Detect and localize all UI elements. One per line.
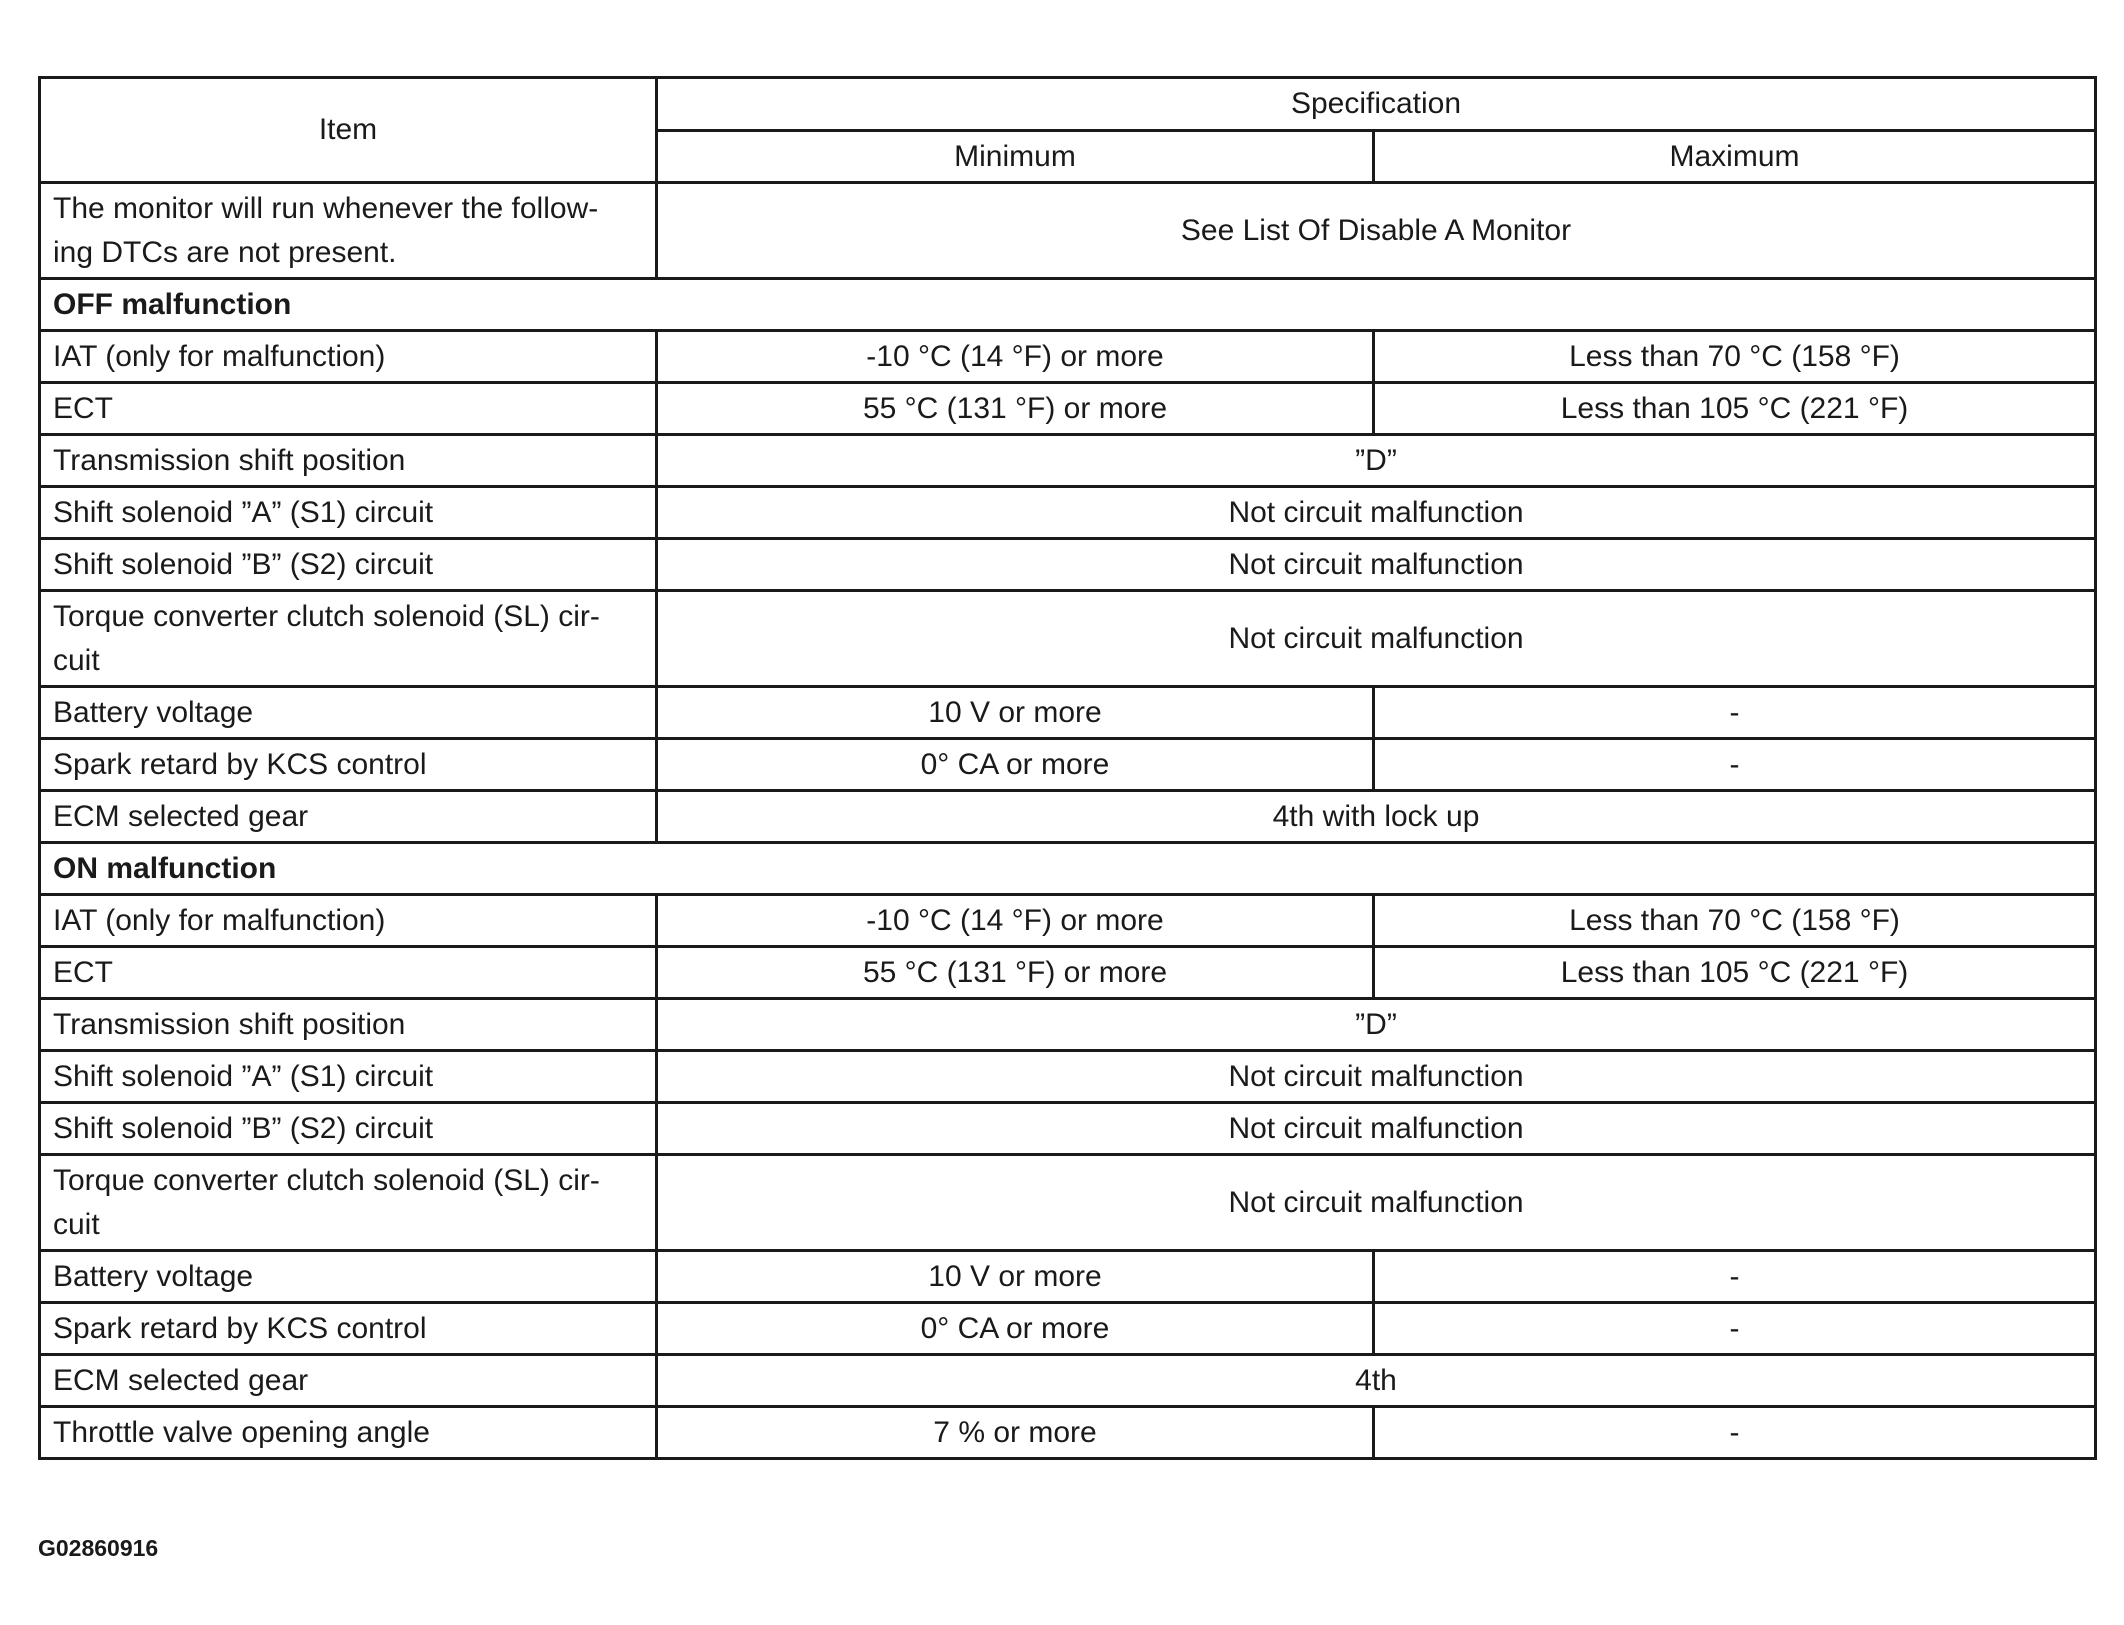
section-row-off xyxy=(40,279,2096,331)
section-title: ON malfunction xyxy=(40,843,2096,895)
row-max: Less than 70 °C (158 °F) xyxy=(1374,331,2096,383)
row-min: 0° CA or more xyxy=(657,739,1374,791)
row-item: Throttle valve opening angle xyxy=(40,1407,657,1459)
row-item: Shift solenoid ”B” (S2) circuit xyxy=(40,539,657,591)
row-min: 10 V or more xyxy=(657,1251,1374,1303)
table-row xyxy=(40,487,2096,539)
table-row xyxy=(40,1103,2096,1155)
row-spec: Not circuit malfunction xyxy=(657,487,2096,539)
row-spec: Not circuit malfunction xyxy=(657,591,2096,687)
table-row xyxy=(40,383,2096,435)
row-min: 7 % or more xyxy=(657,1407,1374,1459)
table-row xyxy=(40,435,2096,487)
row-item: ECM selected gear xyxy=(40,1355,657,1407)
table-row xyxy=(40,331,2096,383)
header-maximum: Maximum xyxy=(1374,131,2096,183)
row-max: - xyxy=(1374,739,2096,791)
row-spec: ”D” xyxy=(657,999,2096,1051)
row-spec: Not circuit malfunction xyxy=(657,1051,2096,1103)
section-row-on xyxy=(40,843,2096,895)
row-item: Torque converter clutch solenoid (SL) cir- cuit xyxy=(40,591,657,687)
row-min: -10 °C (14 °F) or more xyxy=(657,331,1374,383)
row-item: ECM selected gear xyxy=(40,791,657,843)
header-row-top xyxy=(40,78,2096,131)
specification-table xyxy=(38,76,2097,1460)
row-min: 55 °C (131 °F) or more xyxy=(657,947,1374,999)
row-min: 55 °C (131 °F) or more xyxy=(657,383,1374,435)
row-item: IAT (only for malfunction) xyxy=(40,331,657,383)
table-row xyxy=(40,1303,2096,1355)
header-item: Item xyxy=(40,78,657,183)
row-max: Less than 105 °C (221 °F) xyxy=(1374,383,2096,435)
table-row xyxy=(40,687,2096,739)
row-spec: 4th with lock up xyxy=(657,791,2096,843)
row-min: 10 V or more xyxy=(657,687,1374,739)
row-spec: Not circuit malfunction xyxy=(657,539,2096,591)
row-item: Transmission shift position xyxy=(40,435,657,487)
row-max: Less than 105 °C (221 °F) xyxy=(1374,947,2096,999)
row-spec: ”D” xyxy=(657,435,2096,487)
row-item: Battery voltage xyxy=(40,1251,657,1303)
row-max: - xyxy=(1374,1407,2096,1459)
intro-spec: See List Of Disable A Monitor xyxy=(657,183,2096,279)
row-max: Less than 70 °C (158 °F) xyxy=(1374,895,2096,947)
intro-item: The monitor will run whenever the follow- ing DTCs are not present. xyxy=(40,183,657,279)
table-row xyxy=(40,591,2096,687)
header-minimum: Minimum xyxy=(657,131,1374,183)
table-row xyxy=(40,1155,2096,1251)
row-item: Transmission shift position xyxy=(40,999,657,1051)
table-row xyxy=(40,1355,2096,1407)
row-max: - xyxy=(1374,1303,2096,1355)
table-row xyxy=(40,791,2096,843)
row-item: Torque converter clutch solenoid (SL) cir- cuit xyxy=(40,1155,657,1251)
row-min: -10 °C (14 °F) or more xyxy=(657,895,1374,947)
table-row xyxy=(40,1051,2096,1103)
section-title: OFF malfunction xyxy=(40,279,2096,331)
table-row xyxy=(40,539,2096,591)
intro-row xyxy=(40,183,2096,279)
row-item: Shift solenoid ”B” (S2) circuit xyxy=(40,1103,657,1155)
table-row xyxy=(40,1251,2096,1303)
table-row xyxy=(40,947,2096,999)
row-item: ECT xyxy=(40,947,657,999)
row-item: Shift solenoid ”A” (S1) circuit xyxy=(40,487,657,539)
row-item: Shift solenoid ”A” (S1) circuit xyxy=(40,1051,657,1103)
row-max: - xyxy=(1374,687,2096,739)
row-spec: 4th xyxy=(657,1355,2096,1407)
table-row xyxy=(40,739,2096,791)
row-item: Spark retard by KCS control xyxy=(40,1303,657,1355)
table-row xyxy=(40,895,2096,947)
header-specification: Specification xyxy=(657,78,2096,131)
row-item: IAT (only for malfunction) xyxy=(40,895,657,947)
row-min: 0° CA or more xyxy=(657,1303,1374,1355)
row-max: - xyxy=(1374,1251,2096,1303)
table-row xyxy=(40,1407,2096,1459)
figure-id: G02860916 xyxy=(38,1535,159,1561)
row-spec: Not circuit malfunction xyxy=(657,1103,2096,1155)
row-spec: Not circuit malfunction xyxy=(657,1155,2096,1251)
row-item: ECT xyxy=(40,383,657,435)
row-item: Battery voltage xyxy=(40,687,657,739)
table-row xyxy=(40,999,2096,1051)
row-item: Spark retard by KCS control xyxy=(40,739,657,791)
